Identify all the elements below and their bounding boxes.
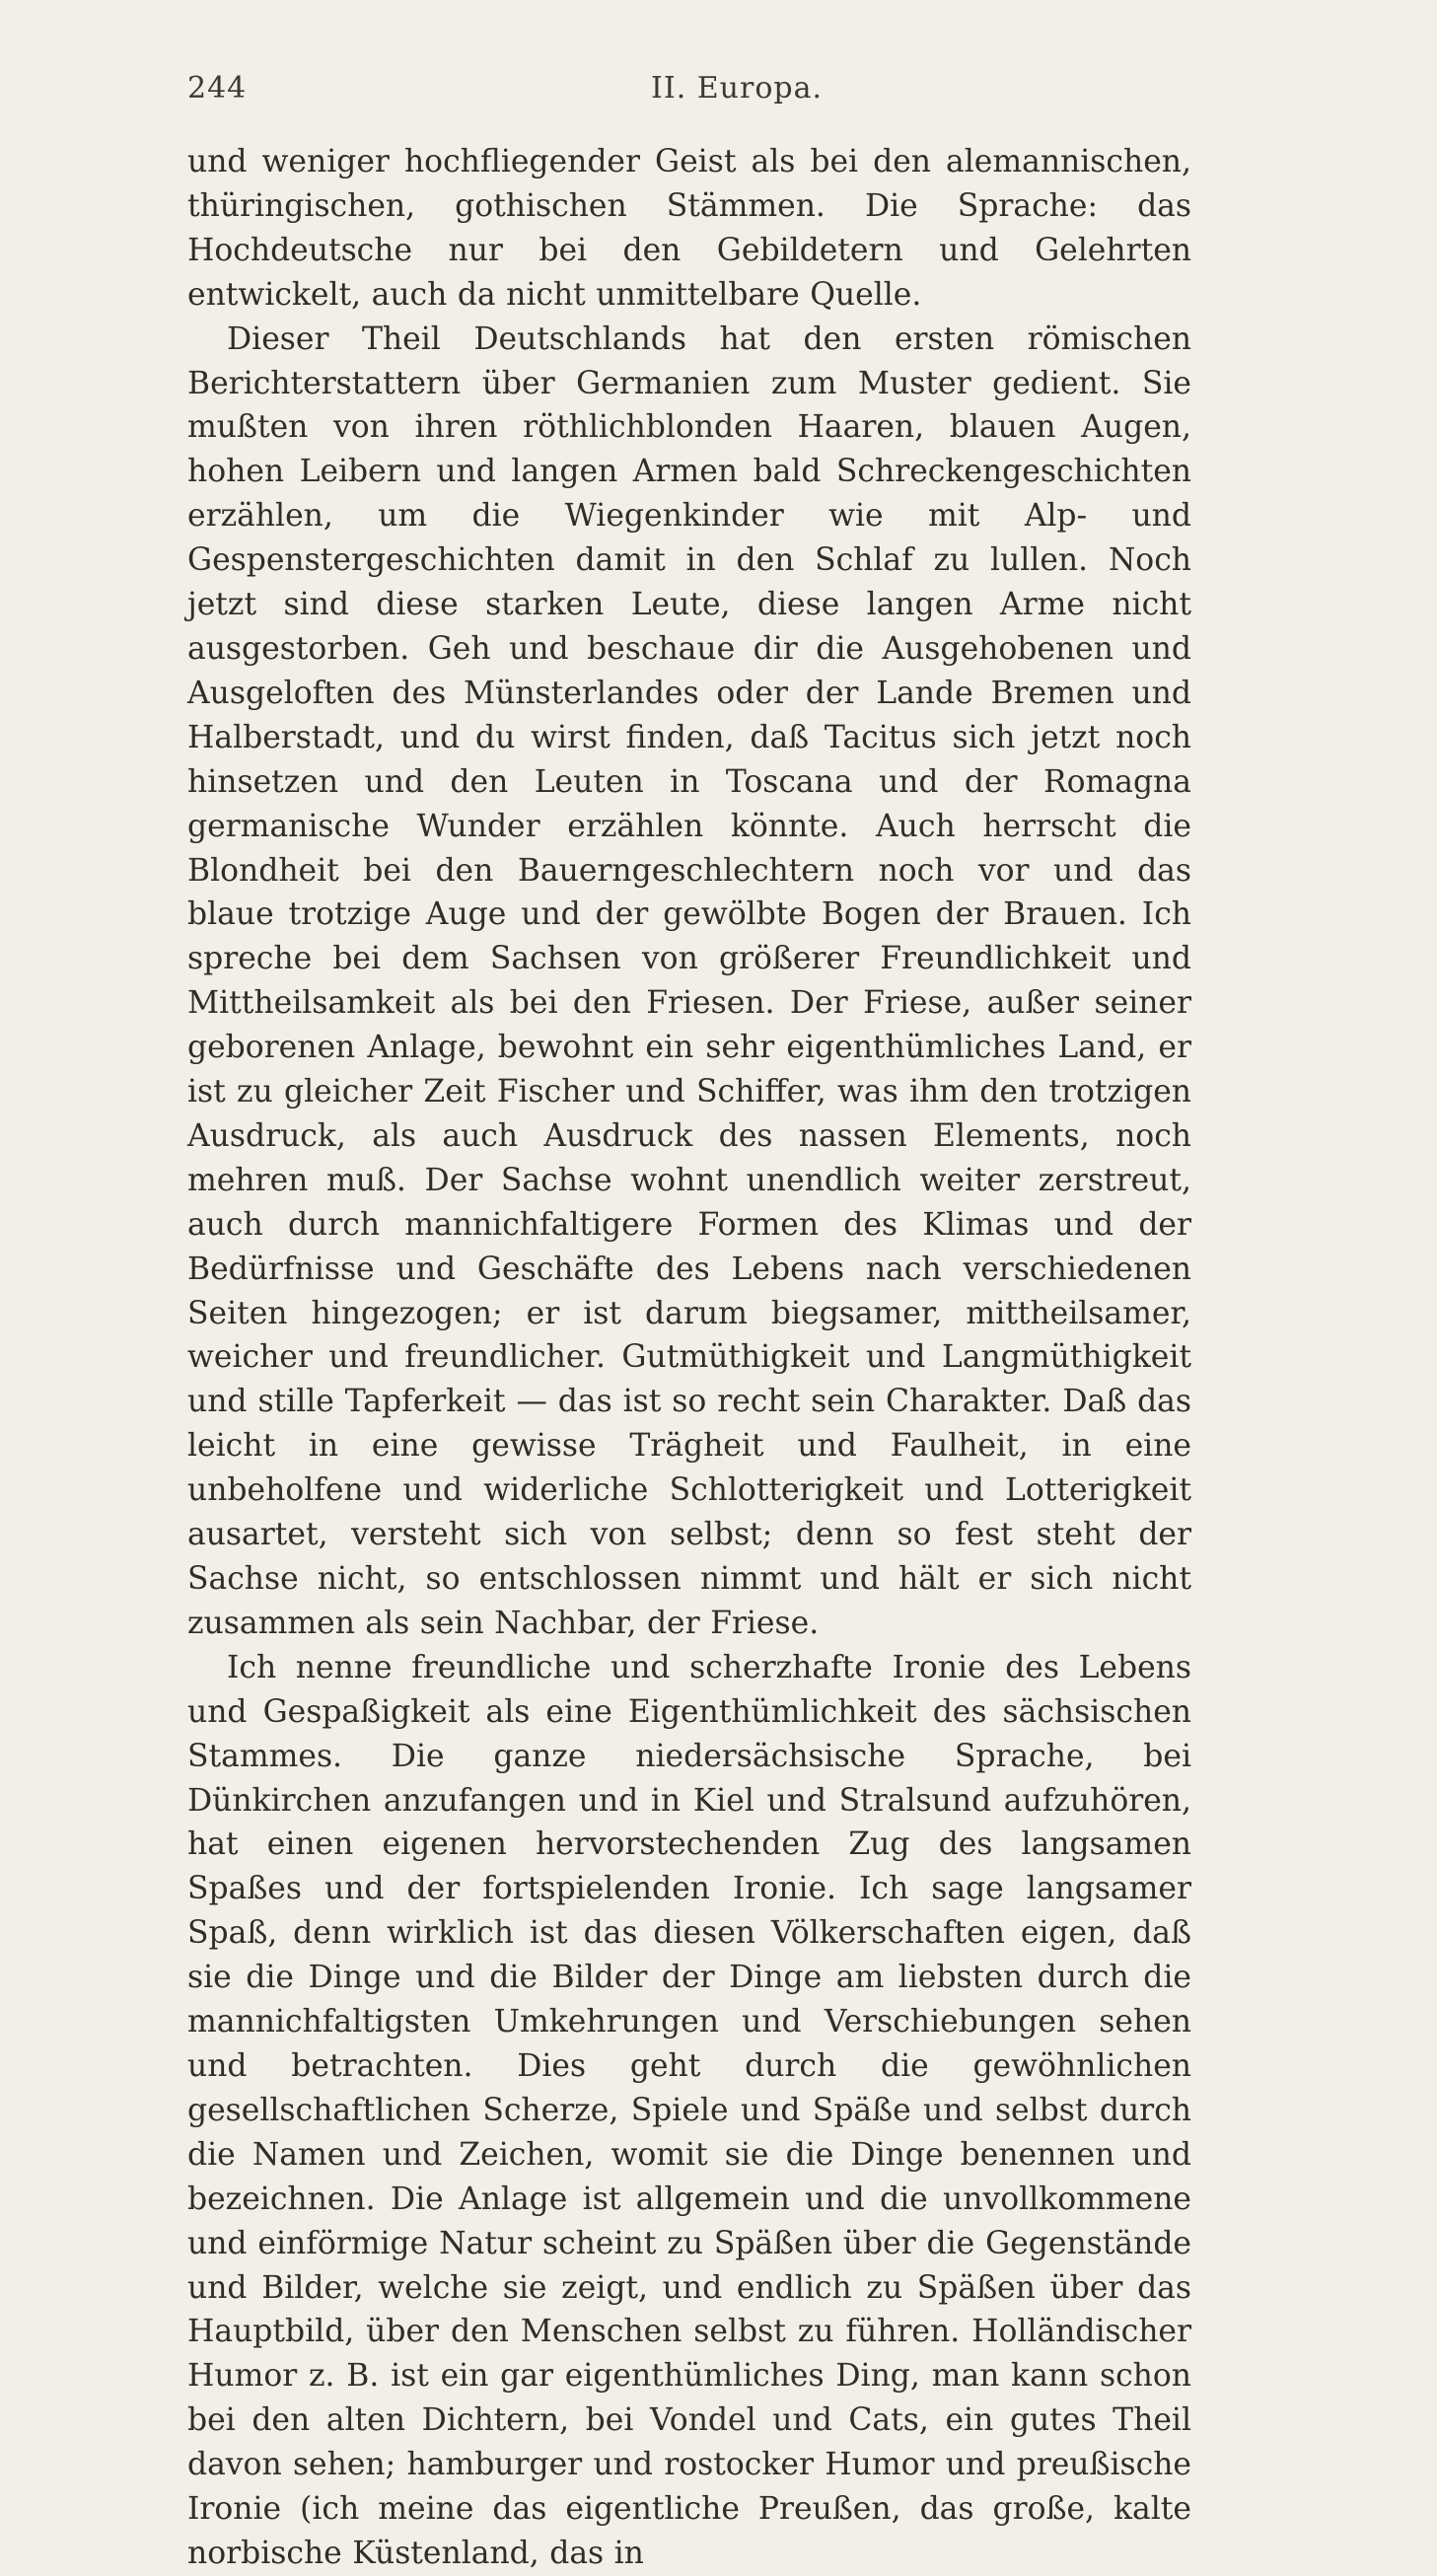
running-head [187, 71, 1174, 118]
running-title: II. Europa. [651, 71, 824, 106]
page-number: 244 [187, 71, 248, 106]
body-text [187, 140, 1191, 2571]
paragraph-saxon-description: Dieser Theil Deutschlands hat den ersten römischen Berichterstattern über Germanien zum Muster gedient. Sie mußten von ihren röthlichblonden Haaren, blauen Augen, hohen Leibern und langen Armen bald Schreckengeschichten erzählen, um die Wiegenkinder wie mit Alp- und Gespenstergeschichten damit in den Schlaf zu lullen. Noch jetzt sind diese starken Leute, diese langen Arme nicht ausgestorben. Geh und beschaue dir die Ausgehobenen und Ausgeloften des Münsterlandes oder der Lande Bremen und Halberstadt, und du wirst finden, daß Tacitus sich jetzt noch hinsetzen und den Leuten in Toscana und der Romagna germanische Wunder erzählen könnte. Auch herrscht die Blondheit bei den Bauerngeschlechtern noch vor und das blaue trotzige Auge und der gewölbte Bogen der Brauen. Ich spreche bei dem Sachsen von größerer Freundlichkeit und Mittheilsamkeit als bei den Friesen. Der Friese, außer seiner geborenen Anlage, bewohnt ein sehr eigenthümliches Land, er ist zu gleicher Zeit Fischer und Schiffer, was ihm den trotzigen Ausdruck, als auch Ausdruck des nassen Elements, noch mehren muß. Der Sachse wohnt unendlich weiter zerstreut, auch durch mannichfaltigere Formen des Klimas und der Bedürfnisse und Geschäfte des Lebens nach verschiedenen Seiten hingezogen; er ist darum biegsamer, mittheilsamer, weicher und freundlicher. Gutmüthigkeit und Langmüthigkeit und stille Tapferkeit — das ist so recht sein Charakter. Daß das leicht in eine gewisse Trägheit und Faulheit, in eine unbeholfene und widerliche Schlotterigkeit und Lotterigkeit ausartet, versteht sich von selbst; denn so fest steht der Sachse nicht, so entschlossen nimmt und hält er sich nicht zusammen als sein Nachbar, der Friese. [187, 321, 1191, 1641]
paragraph-continuation: und weniger hochfliegender Geist als bei den alemannischen, thüringischen, gothischen Stämmen. Die Sprache: das Hochdeutsche nur bei den Gebildetern und Gelehrten entwickelt, auch da nicht unmittelbare Quelle. [187, 144, 1191, 313]
paragraph-saxon-irony: Ich nenne freundliche und scherzhafte Ironie des Lebens und Gespaßigkeit als eine Eigenthümlichkeit des sächsischen Stammes. Die ganze niedersächsische Sprache, bei Dünkirchen anzufangen und in Kiel und Stralsund aufzuhören, hat einen eigenen hervorstechenden Zug des langsamen Spaßes und der fortspielenden Ironie. Ich sage langsamer Spaß, denn wirklich ist das diesen Völkerschaften eigen, daß sie die Dinge und die Bilder der Dinge am liebsten durch die mannichfaltigsten Umkehrungen und Verschiebungen sehen und betrachten. Dies geht durch die gewöhnlichen gesellschaftlichen Scherze, Spiele und Späße und selbst durch die Namen und Zeichen, womit sie die Dinge benennen und bezeichnen. Die Anlage ist allgemein und die unvollkommene und einförmige Natur scheint zu Späßen über die Gegenstände und Bilder, welche sie zeigt, und endlich zu Späßen über das Hauptbild, über den Menschen selbst zu führen. Holländischer Humor z. B. ist ein gar eigenthümliches Ding, man kann schon bei den alten Dichtern, bei Vondel und Cats, ein gutes Theil davon sehen; hamburger und rostocker Humor und preußische Ironie (ich meine das eigentliche Preußen, das große, kalte norbische Küstenland, das in [187, 1649, 1191, 2571]
